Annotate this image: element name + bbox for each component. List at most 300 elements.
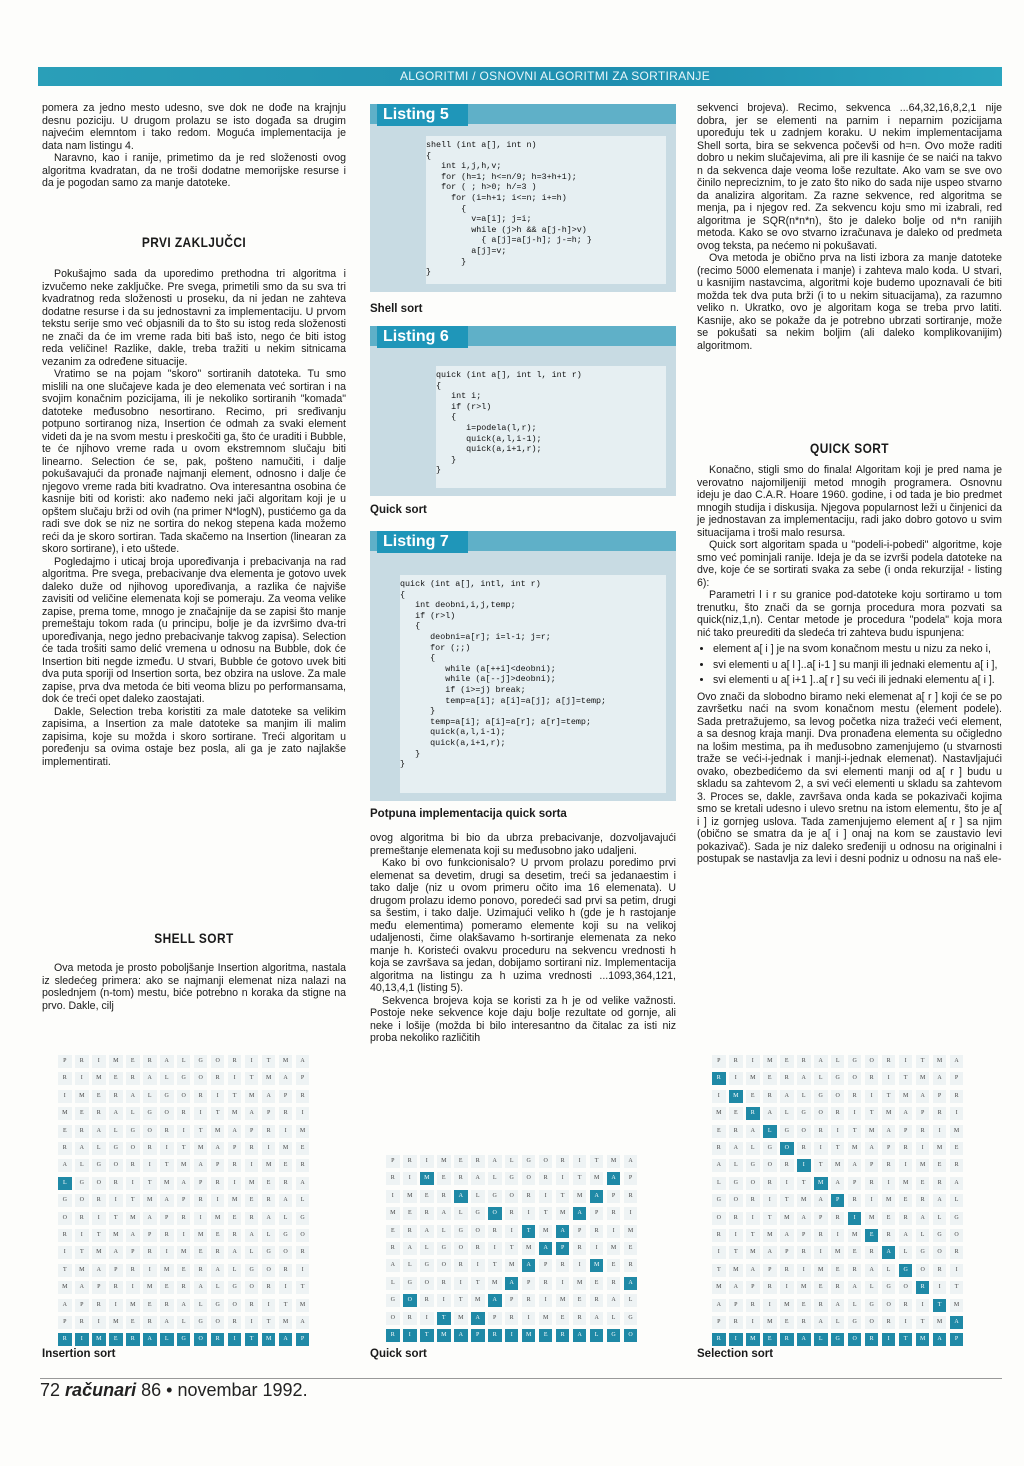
figure-cell: A xyxy=(848,1281,862,1294)
figure-cell: G xyxy=(505,1172,519,1185)
figure-cell: R xyxy=(75,1316,89,1329)
figure-cell: A xyxy=(160,1194,174,1207)
figure-cell: M xyxy=(245,1177,259,1190)
figure-cell: R xyxy=(126,1159,140,1172)
figure-cell: P xyxy=(386,1155,400,1168)
figure-cell: I xyxy=(746,1055,760,1068)
figure-cell: R xyxy=(865,1246,879,1259)
figure-cell: R xyxy=(729,1125,743,1138)
figure-cell: R xyxy=(211,1246,225,1259)
figure-row xyxy=(712,1142,967,1155)
figure-cell: L xyxy=(92,1142,106,1155)
figure-cell: O xyxy=(916,1264,930,1277)
figure-cell: T xyxy=(143,1177,157,1190)
figure-cell: I xyxy=(75,1072,89,1085)
figure-cell: M xyxy=(126,1212,140,1225)
figure-cell: R xyxy=(58,1072,72,1085)
figure-cell: I xyxy=(763,1299,777,1312)
paragraph: Kako bi ovo funkcionisalo? U prvom prolazu poredimo prvi elemenat sa devetim, drugi sa desetim, treći sa jedanaestim i tako dalje (niz u ovom primeru očito ima 16 elemenata). U drugom prolazu idemo ponovo, poredeći sad prvi sa petim, drugi sa šestim, i tako dalje. Uzimajući veliko h (gde je h rastojanje među elementima) pomeramo elemente koji su na velikoj udaljenosti, čime olakšavamo h-sortiranje elemenata za neko manje h. Koristeći ovakvu proceduru na sekvencu vrednosti h koja se završava sa jedan, dobijamo sortirani niz. Implementacija algoritma na listingu za h uzima vrednosti ...1093,364,121, 40,13,4,1 (listing 5). xyxy=(370,857,676,994)
figure-row xyxy=(58,1246,313,1259)
figure-cell: M xyxy=(746,1333,760,1346)
figure-cell: I xyxy=(109,1194,123,1207)
figure-cell: T xyxy=(92,1229,106,1242)
figure-cell: R xyxy=(403,1225,417,1238)
figure-cell: O xyxy=(848,1333,862,1346)
figure-cell: M xyxy=(262,1333,276,1346)
figure-cell: P xyxy=(522,1277,536,1290)
figure-cell: R xyxy=(831,1281,845,1294)
figure-cell: A xyxy=(797,1212,811,1225)
figure-cell: P xyxy=(624,1172,638,1185)
figure-cell: M xyxy=(437,1329,451,1342)
paragraph: Konačno, stigli smo do finala! Algoritam koji je pred nama je verovatno najomiljeniji metod mnogih programera. Osnovnu ideju je dao C.A.R. Hoare 1960. godine, i od tada je bio predmet mnogih studija i diskusija. Njegova popularnost leži u činjenici da je jednostavan za implementaciju, radi jako dobro gotovo u svim situacijama i troši malo resursa. xyxy=(697,464,1002,539)
figure-cell: E xyxy=(92,1090,106,1103)
figure-cell: T xyxy=(763,1212,777,1225)
figure-cell: E xyxy=(160,1281,174,1294)
figure-cell: M xyxy=(75,1264,89,1277)
figure-cell: I xyxy=(403,1172,417,1185)
figure-row xyxy=(386,1242,641,1255)
figure-row xyxy=(58,1281,313,1294)
figure-cell: I xyxy=(780,1177,794,1190)
figure-row xyxy=(386,1329,641,1342)
figure-cell: I xyxy=(522,1207,536,1220)
figure-cell: G xyxy=(194,1316,208,1329)
figure-cell: A xyxy=(386,1259,400,1272)
figure-cell: A xyxy=(746,1125,760,1138)
listing-7-box xyxy=(370,531,676,801)
figure-cell: O xyxy=(262,1264,276,1277)
figure-row xyxy=(386,1277,641,1290)
figure-cell: R xyxy=(590,1294,604,1307)
paragraph: Quick sort algoritam spada u "podeli-i-pobedi" algoritme, koje smo već pominjali ranije. Ideja je da se izvrši podela datoteke na dve, koje će se sortirati svaka za sebe (i onda rekurzija! - listing 6): xyxy=(697,539,1002,589)
figure-cell: O xyxy=(58,1212,72,1225)
figure-cell: A xyxy=(228,1125,242,1138)
figure-row xyxy=(58,1107,313,1120)
figure-row xyxy=(712,1055,967,1068)
figure-cell: R xyxy=(848,1090,862,1103)
magazine-brand: računari xyxy=(65,1380,137,1400)
figure-cell: R xyxy=(882,1159,896,1172)
figure-cell: G xyxy=(296,1212,310,1225)
figure-cell: G xyxy=(848,1316,862,1329)
figure-cell: R xyxy=(916,1281,930,1294)
figure-cell: E xyxy=(539,1329,553,1342)
figure-cell: M xyxy=(92,1072,106,1085)
figure-cell: L xyxy=(228,1264,242,1277)
insertion-sort-figure xyxy=(58,1055,348,1345)
figure-cell: R xyxy=(848,1264,862,1277)
figure-cell: A xyxy=(211,1264,225,1277)
figure-cell: R xyxy=(505,1312,519,1325)
figure-cell: E xyxy=(296,1142,310,1155)
figure-cell: O xyxy=(75,1194,89,1207)
figure-cell: I xyxy=(454,1277,468,1290)
figure-cell: L xyxy=(143,1090,157,1103)
figure-cell: R xyxy=(797,1142,811,1155)
figure-cell: E xyxy=(279,1159,293,1172)
figure-cell: M xyxy=(488,1277,502,1290)
figure-cell: R xyxy=(522,1190,536,1203)
figure-cell: R xyxy=(899,1212,913,1225)
figure-cell: T xyxy=(245,1072,259,1085)
figure-cell: I xyxy=(262,1299,276,1312)
figure-cell: A xyxy=(780,1229,794,1242)
figure-cell: E xyxy=(75,1107,89,1120)
figure-cell: R xyxy=(797,1246,811,1259)
figure-row xyxy=(386,1190,641,1203)
figure-cell: M xyxy=(228,1194,242,1207)
figure-cell: R xyxy=(950,1090,964,1103)
figure-cell: R xyxy=(831,1212,845,1225)
figure-cell: P xyxy=(143,1229,157,1242)
figure-cell: O xyxy=(522,1172,536,1185)
figure-cell: M xyxy=(109,1229,123,1242)
column-middle xyxy=(370,832,676,1045)
figure-cell: P xyxy=(245,1125,259,1138)
figure-cell: A xyxy=(607,1172,621,1185)
figure-cell: A xyxy=(539,1242,553,1255)
figure-cell: I xyxy=(746,1212,760,1225)
figure-cell: L xyxy=(746,1142,760,1155)
figure-cell: R xyxy=(403,1312,417,1325)
figure-row xyxy=(712,1246,967,1259)
paragraph: Ova metoda je obično prva na listi izbora za manje datoteke (recimo 5000 elemenata i manje) i zahteva malo koda. U stvari, u kasnijim nastavcima, algoritmi koje budemo upoznavali će biti možda tek dva puta brži (i to u nekim situacijama), za razumno veliko n. Ukratko, ovo je algoritam koga se treba prvo latiti. Kasnije, ako se pokaže da je potrebno ubrzati sortiranje, može se pokušati sa nekim boljim (ali daleko komplikovanijim) algoritmom. xyxy=(697,252,1002,352)
figure-row xyxy=(58,1229,313,1242)
figure-cell: M xyxy=(505,1259,519,1272)
figure-cell: T xyxy=(831,1142,845,1155)
figure-cell: R xyxy=(539,1172,553,1185)
figure-cell: A xyxy=(899,1107,913,1120)
figure-cell: A xyxy=(194,1281,208,1294)
figure-cell: P xyxy=(177,1194,191,1207)
figure-cell: R xyxy=(262,1125,276,1138)
figure-row xyxy=(386,1312,641,1325)
figure-cell: L xyxy=(262,1229,276,1242)
figure-cell: E xyxy=(763,1072,777,1085)
figure-cell: L xyxy=(454,1207,468,1220)
figure-cell: I xyxy=(831,1229,845,1242)
figure-cell: I xyxy=(160,1246,174,1259)
figure-cell: O xyxy=(245,1281,259,1294)
figure-cell: A xyxy=(471,1312,485,1325)
figure-cell: M xyxy=(126,1299,140,1312)
figure-cell: M xyxy=(437,1155,451,1168)
figure-cell: O xyxy=(194,1072,208,1085)
figure-cell: I xyxy=(797,1159,811,1172)
figure-cell: L xyxy=(437,1225,451,1238)
figure-cell: R xyxy=(607,1277,621,1290)
figure-cell: L xyxy=(194,1299,208,1312)
figure-cell: I xyxy=(126,1177,140,1190)
figure-cell: T xyxy=(590,1155,604,1168)
figure-cell: G xyxy=(279,1229,293,1242)
figure-cell: G xyxy=(797,1107,811,1120)
figure-cell: R xyxy=(865,1333,879,1346)
figure-cell: I xyxy=(729,1072,743,1085)
figure-cell: E xyxy=(454,1155,468,1168)
figure-cell: O xyxy=(279,1246,293,1259)
figure-cell: R xyxy=(590,1225,604,1238)
figure-cell: O xyxy=(763,1159,777,1172)
figure-cell: R xyxy=(245,1142,259,1155)
figure-cell: R xyxy=(712,1333,726,1346)
figure-cell: G xyxy=(488,1190,502,1203)
paragraph: Pogledajmo i uticaj broja upoređivanja i prebacivanja na rad algoritma. Pre svega, prebacivanje dva elementa je gotovo uvek daleko duže od njihovog upoređivanja, a razlika će najviše zavisiti od veličine elemenata koji se pomeraju. Za veoma velike zapise, prema tome, mnogo je značajnije da se zapisi što manje premeštaju tokom rada (u principu, bolje je da izvršimo dva-tri upoređivanja, nego jedno prebacivanje takvog zapisa). Selection će tada trošiti samo delić vremena u odnosu na Bubble, dok će Insertion biti negde između. U stvari, Bubble će gotovo uvek biti dva puta sporiji od Insertion sorta, bez obzira na uslove. Za male zapise, prva dva metoda će biti veoma blizu po performansama, dok će treći opet daleko zaostajati. xyxy=(42,555,346,705)
figure-cell: M xyxy=(712,1281,726,1294)
figure-cell: T xyxy=(797,1177,811,1190)
figure-cell: R xyxy=(92,1299,106,1312)
figure-cell: I xyxy=(228,1333,242,1346)
figure-cell: P xyxy=(75,1299,89,1312)
figure-cell: E xyxy=(933,1159,947,1172)
figure-cell: M xyxy=(279,1142,293,1155)
figure-cell: A xyxy=(797,1333,811,1346)
figure-cell: R xyxy=(194,1264,208,1277)
figure-cell: R xyxy=(539,1277,553,1290)
figure-cell: R xyxy=(296,1090,310,1103)
figure-cell: M xyxy=(296,1125,310,1138)
figure-cell: R xyxy=(403,1155,417,1168)
figure-cell: M xyxy=(746,1072,760,1085)
figure-cell: L xyxy=(831,1055,845,1068)
figure-cell: M xyxy=(916,1072,930,1085)
figure-cell: T xyxy=(160,1159,174,1172)
figure-cell: M xyxy=(763,1055,777,1068)
figure-row xyxy=(58,1159,313,1172)
figure-cell: O xyxy=(177,1090,191,1103)
figure-cell: G xyxy=(746,1159,760,1172)
figure-cell: R xyxy=(746,1194,760,1207)
figure-cell: R xyxy=(279,1177,293,1190)
figure-cell: I xyxy=(228,1177,242,1190)
figure-cell: R xyxy=(126,1333,140,1346)
figure-cell: A xyxy=(933,1072,947,1085)
section-banner: ALGORITMI / OSNOVNI ALGORITMI ZA SORTIRANJE xyxy=(38,67,1002,86)
figure-cell: M xyxy=(916,1333,930,1346)
figure-cell: M xyxy=(848,1229,862,1242)
figure-cell: R xyxy=(899,1142,913,1155)
figure-cell: M xyxy=(403,1190,417,1203)
figure-cell: G xyxy=(403,1277,417,1290)
figure-cell: O xyxy=(814,1107,828,1120)
figure-cell: A xyxy=(488,1155,502,1168)
figure-cell: R xyxy=(143,1142,157,1155)
figure-row xyxy=(58,1316,313,1329)
figure-cell: T xyxy=(488,1259,502,1272)
figure-row xyxy=(712,1194,967,1207)
paragraph: pomera za jedno mesto udesno, sve dok ne dođe na krajnju desnu poziciju. U drugom prolazu se isto događa sa drugim najvećim elemntom i tako redom. Moguća implementacija je data nam listingu 4. xyxy=(42,102,346,152)
figure-cell: I xyxy=(916,1142,930,1155)
figure-cell: I xyxy=(797,1264,811,1277)
figure-cell: I xyxy=(92,1055,106,1068)
figure-cell: G xyxy=(437,1242,451,1255)
figure-cell: R xyxy=(950,1246,964,1259)
figure-cell: M xyxy=(177,1159,191,1172)
figure-cell: A xyxy=(471,1172,485,1185)
figure-cell: O xyxy=(386,1312,400,1325)
figure-cell: R xyxy=(75,1212,89,1225)
figure-cell: G xyxy=(624,1312,638,1325)
figure-cell: R xyxy=(488,1329,502,1342)
figure-cell: P xyxy=(899,1125,913,1138)
figure-cell: A xyxy=(780,1090,794,1103)
figure-cell: G xyxy=(729,1177,743,1190)
figure-cell: M xyxy=(211,1125,225,1138)
figure-cell: I xyxy=(109,1299,123,1312)
figure-cell: P xyxy=(831,1194,845,1207)
figure-row xyxy=(386,1225,641,1238)
figure-cell: I xyxy=(420,1155,434,1168)
figure-cell: E xyxy=(403,1207,417,1220)
figure-cell: R xyxy=(865,1177,879,1190)
figure-cell: A xyxy=(882,1246,896,1259)
figure-cell: P xyxy=(590,1207,604,1220)
figure-cell: I xyxy=(780,1281,794,1294)
figure-cell: E xyxy=(746,1090,760,1103)
figure-cell: T xyxy=(420,1329,434,1342)
figure-cell: A xyxy=(126,1229,140,1242)
paragraph: ovog algoritma bi bio da ubrza prebacivanje, dozvoljavajući premeštanje elemenata koji su međusobno jako udaljeni. xyxy=(370,832,676,857)
figure-row xyxy=(386,1294,641,1307)
column-left xyxy=(42,102,346,190)
figure-cell: O xyxy=(933,1246,947,1259)
figure-cell: L xyxy=(177,1055,191,1068)
figure-cell: P xyxy=(488,1312,502,1325)
figure-cell: M xyxy=(92,1333,106,1346)
figure-cell: I xyxy=(505,1329,519,1342)
figure-cell: I xyxy=(607,1225,621,1238)
figure-cell: P xyxy=(916,1107,930,1120)
figure-cell: L xyxy=(126,1107,140,1120)
figure-cell: O xyxy=(228,1299,242,1312)
figure-cell: A xyxy=(279,1333,293,1346)
figure-cell: M xyxy=(58,1107,72,1120)
figure-cell: I xyxy=(814,1142,828,1155)
figure-cell: I xyxy=(573,1155,587,1168)
figure-cell: R xyxy=(58,1229,72,1242)
figure-cell: A xyxy=(245,1107,259,1120)
figure-cell: A xyxy=(420,1225,434,1238)
figure-cell: I xyxy=(882,1072,896,1085)
figure-cell: A xyxy=(245,1229,259,1242)
figure-cell: O xyxy=(488,1207,502,1220)
figure-cell: T xyxy=(522,1225,536,1238)
figure-cell: R xyxy=(573,1312,587,1325)
figure-cell: A xyxy=(797,1072,811,1085)
figure-row xyxy=(712,1212,967,1225)
figure-cell: T xyxy=(729,1246,743,1259)
figure-cell: R xyxy=(573,1242,587,1255)
figure-cell: T xyxy=(296,1281,310,1294)
figure-cell: O xyxy=(539,1155,553,1168)
figure-cell: P xyxy=(780,1246,794,1259)
figure-cell: I xyxy=(471,1259,485,1272)
figure-cell: T xyxy=(505,1242,519,1255)
figure-cell: R xyxy=(712,1142,726,1155)
figure-cell: E xyxy=(729,1107,743,1120)
figure-cell: G xyxy=(471,1207,485,1220)
figure-cell: A xyxy=(109,1107,123,1120)
column-left-2 xyxy=(42,268,346,768)
figure-cell: R xyxy=(797,1055,811,1068)
figure-cell: T xyxy=(262,1316,276,1329)
figure-cell: I xyxy=(279,1125,293,1138)
insertion-sort-caption: Insertion sort xyxy=(42,1348,116,1360)
figure-cell: L xyxy=(177,1316,191,1329)
figure-cell: I xyxy=(245,1055,259,1068)
figure-cell: A xyxy=(899,1229,913,1242)
figure-cell: M xyxy=(262,1159,276,1172)
figure-cell: A xyxy=(933,1194,947,1207)
figure-cell: G xyxy=(262,1246,276,1259)
figure-cell: A xyxy=(58,1159,72,1172)
figure-cell: M xyxy=(607,1242,621,1255)
figure-cell: M xyxy=(797,1194,811,1207)
figure-cell: G xyxy=(75,1177,89,1190)
figure-cell: G xyxy=(899,1264,913,1277)
figure-row xyxy=(386,1172,641,1185)
figure-row xyxy=(712,1264,967,1277)
listing-5-box xyxy=(370,104,676,292)
figure-cell: E xyxy=(797,1299,811,1312)
figure-cell: O xyxy=(624,1329,638,1342)
figure-cell: R xyxy=(160,1125,174,1138)
figure-row xyxy=(712,1316,967,1329)
figure-cell: P xyxy=(746,1281,760,1294)
figure-cell: E xyxy=(386,1225,400,1238)
figure-cell: I xyxy=(624,1207,638,1220)
figure-cell: I xyxy=(194,1107,208,1120)
figure-cell: M xyxy=(882,1194,896,1207)
figure-cell: I xyxy=(848,1212,862,1225)
figure-cell: R xyxy=(763,1090,777,1103)
figure-cell: L xyxy=(882,1264,896,1277)
figure-cell: A xyxy=(916,1090,930,1103)
paragraph: Dakle, Selection treba koristiti za male datoteke sa velikim zapisima, a Insertion za male datoteke sa manjim ili malim zapisima, koje su možda i skoro sortirane. Treći algoritam u poređenju sa ovima ostaje bez posla, ali ga je zato najlakše implementirati. xyxy=(42,705,346,768)
figure-cell: O xyxy=(126,1142,140,1155)
figure-cell: R xyxy=(899,1299,913,1312)
figure-cell: T xyxy=(899,1072,913,1085)
figure-cell: I xyxy=(933,1125,947,1138)
figure-cell: M xyxy=(729,1090,743,1103)
figure-cell: I xyxy=(573,1259,587,1272)
figure-row xyxy=(58,1142,313,1155)
figure-cell: M xyxy=(950,1125,964,1138)
figure-cell: G xyxy=(763,1142,777,1155)
figure-cell: E xyxy=(245,1194,259,1207)
figure-cell: L xyxy=(797,1090,811,1103)
figure-cell: L xyxy=(160,1072,174,1085)
figure-cell: I xyxy=(882,1333,896,1346)
figure-cell: R xyxy=(386,1172,400,1185)
figure-cell: I xyxy=(75,1229,89,1242)
figure-cell: T xyxy=(262,1055,276,1068)
figure-cell: A xyxy=(160,1316,174,1329)
figure-cell: G xyxy=(454,1225,468,1238)
figure-cell: T xyxy=(211,1107,225,1120)
figure-row xyxy=(712,1159,967,1172)
figure-cell: O xyxy=(211,1316,225,1329)
figure-cell: R xyxy=(624,1190,638,1203)
figure-row xyxy=(712,1333,967,1346)
figure-cell: R xyxy=(126,1264,140,1277)
figure-cell: A xyxy=(454,1190,468,1203)
figure-cell: L xyxy=(624,1294,638,1307)
paragraph: Naravno, kao i ranije, primetimo da je red složenosti ovog algoritma kvadratan, da ne troši dodatne memorijske resurse i da je pogodan samo za manje datoteke. xyxy=(42,152,346,189)
figure-cell: R xyxy=(488,1225,502,1238)
figure-cell: L xyxy=(814,1333,828,1346)
